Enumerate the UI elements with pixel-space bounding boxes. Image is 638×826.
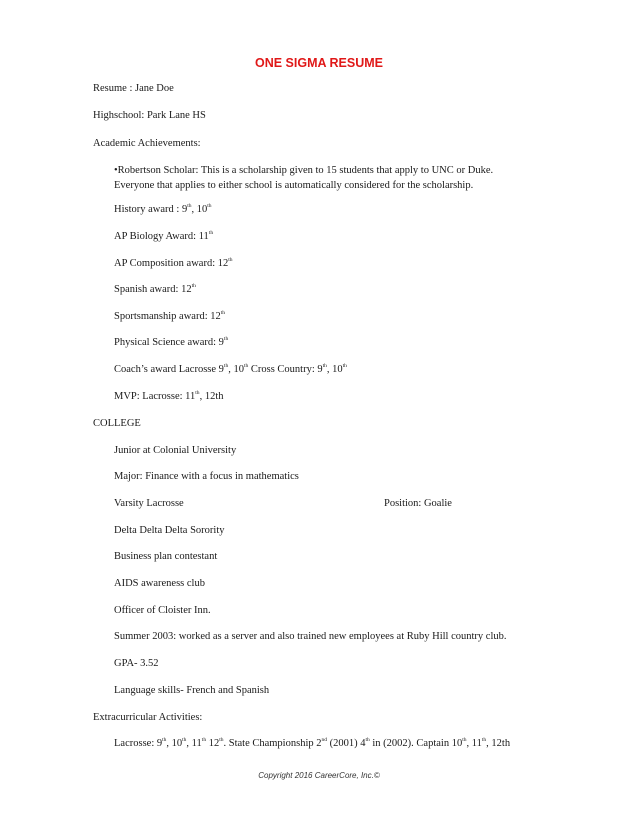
college-aids: AIDS awareness club [114, 578, 205, 589]
college-varsity: Varsity Lacrosse Position: Goalie [114, 498, 452, 509]
award-sportsmanship: Sportsmanship award: 12th [114, 310, 226, 322]
highschool: Highschool: Park Lane HS [93, 110, 206, 121]
award-history: History award : 9th, 10th [114, 203, 212, 215]
college-officer: Officer of Cloister Inn. [114, 605, 211, 616]
college-business: Business plan contestant [114, 551, 218, 562]
college-position: Position: Goalie [384, 498, 452, 509]
college-summer: Summer 2003: worked as a server and also trained new employees at Ruby Hill country club. [114, 631, 507, 642]
college-gpa: GPA- 3.52 [114, 658, 159, 669]
award-mvp: MVP: Lacrosse: 11th, 12th [114, 390, 224, 402]
resume-name: Resume : Jane Doe [93, 83, 174, 94]
award-spanish: Spanish award: 12th [114, 283, 196, 295]
college-major: Major: Finance with a focus in mathematics [114, 471, 299, 482]
extracurricular-lacrosse: Lacrosse: 9th, 10th, 11th 12th. State Championship 2nd (2001) 4th in (2002). Captain 10th, 11th, 12th [114, 737, 511, 749]
college-language: Language skills- French and Spanish [114, 685, 270, 696]
award-coach: Coach’s award Lacrosse 9th, 10th Cross Country: 9th, 10th [114, 363, 347, 375]
college-sorority: Delta Delta Delta Sorority [114, 525, 225, 536]
copyright-footer: Copyright 2016 CareerCore, Inc.© [258, 771, 380, 780]
academic-heading: Academic Achievements: [93, 138, 201, 149]
award-physical-science: Physical Science award: 9th [114, 336, 229, 348]
college-heading: COLLEGE [93, 418, 141, 429]
award-ap-biology: AP Biology Award: 11th [114, 230, 214, 242]
resume-title: ONE SIGMA RESUME [254, 56, 384, 70]
college-junior: Junior at Colonial University [114, 445, 237, 456]
scholarship-entry: •Robertson Scholar: This is a scholarship given to 15 students that apply to UNC or Duke. Everyone that applies to either school is automatically considered for the scholarship. [114, 165, 494, 191]
award-ap-composition: AP Composition award: 12th [114, 257, 233, 269]
extracurricular-heading: Extracurricular Activities: [93, 712, 203, 723]
